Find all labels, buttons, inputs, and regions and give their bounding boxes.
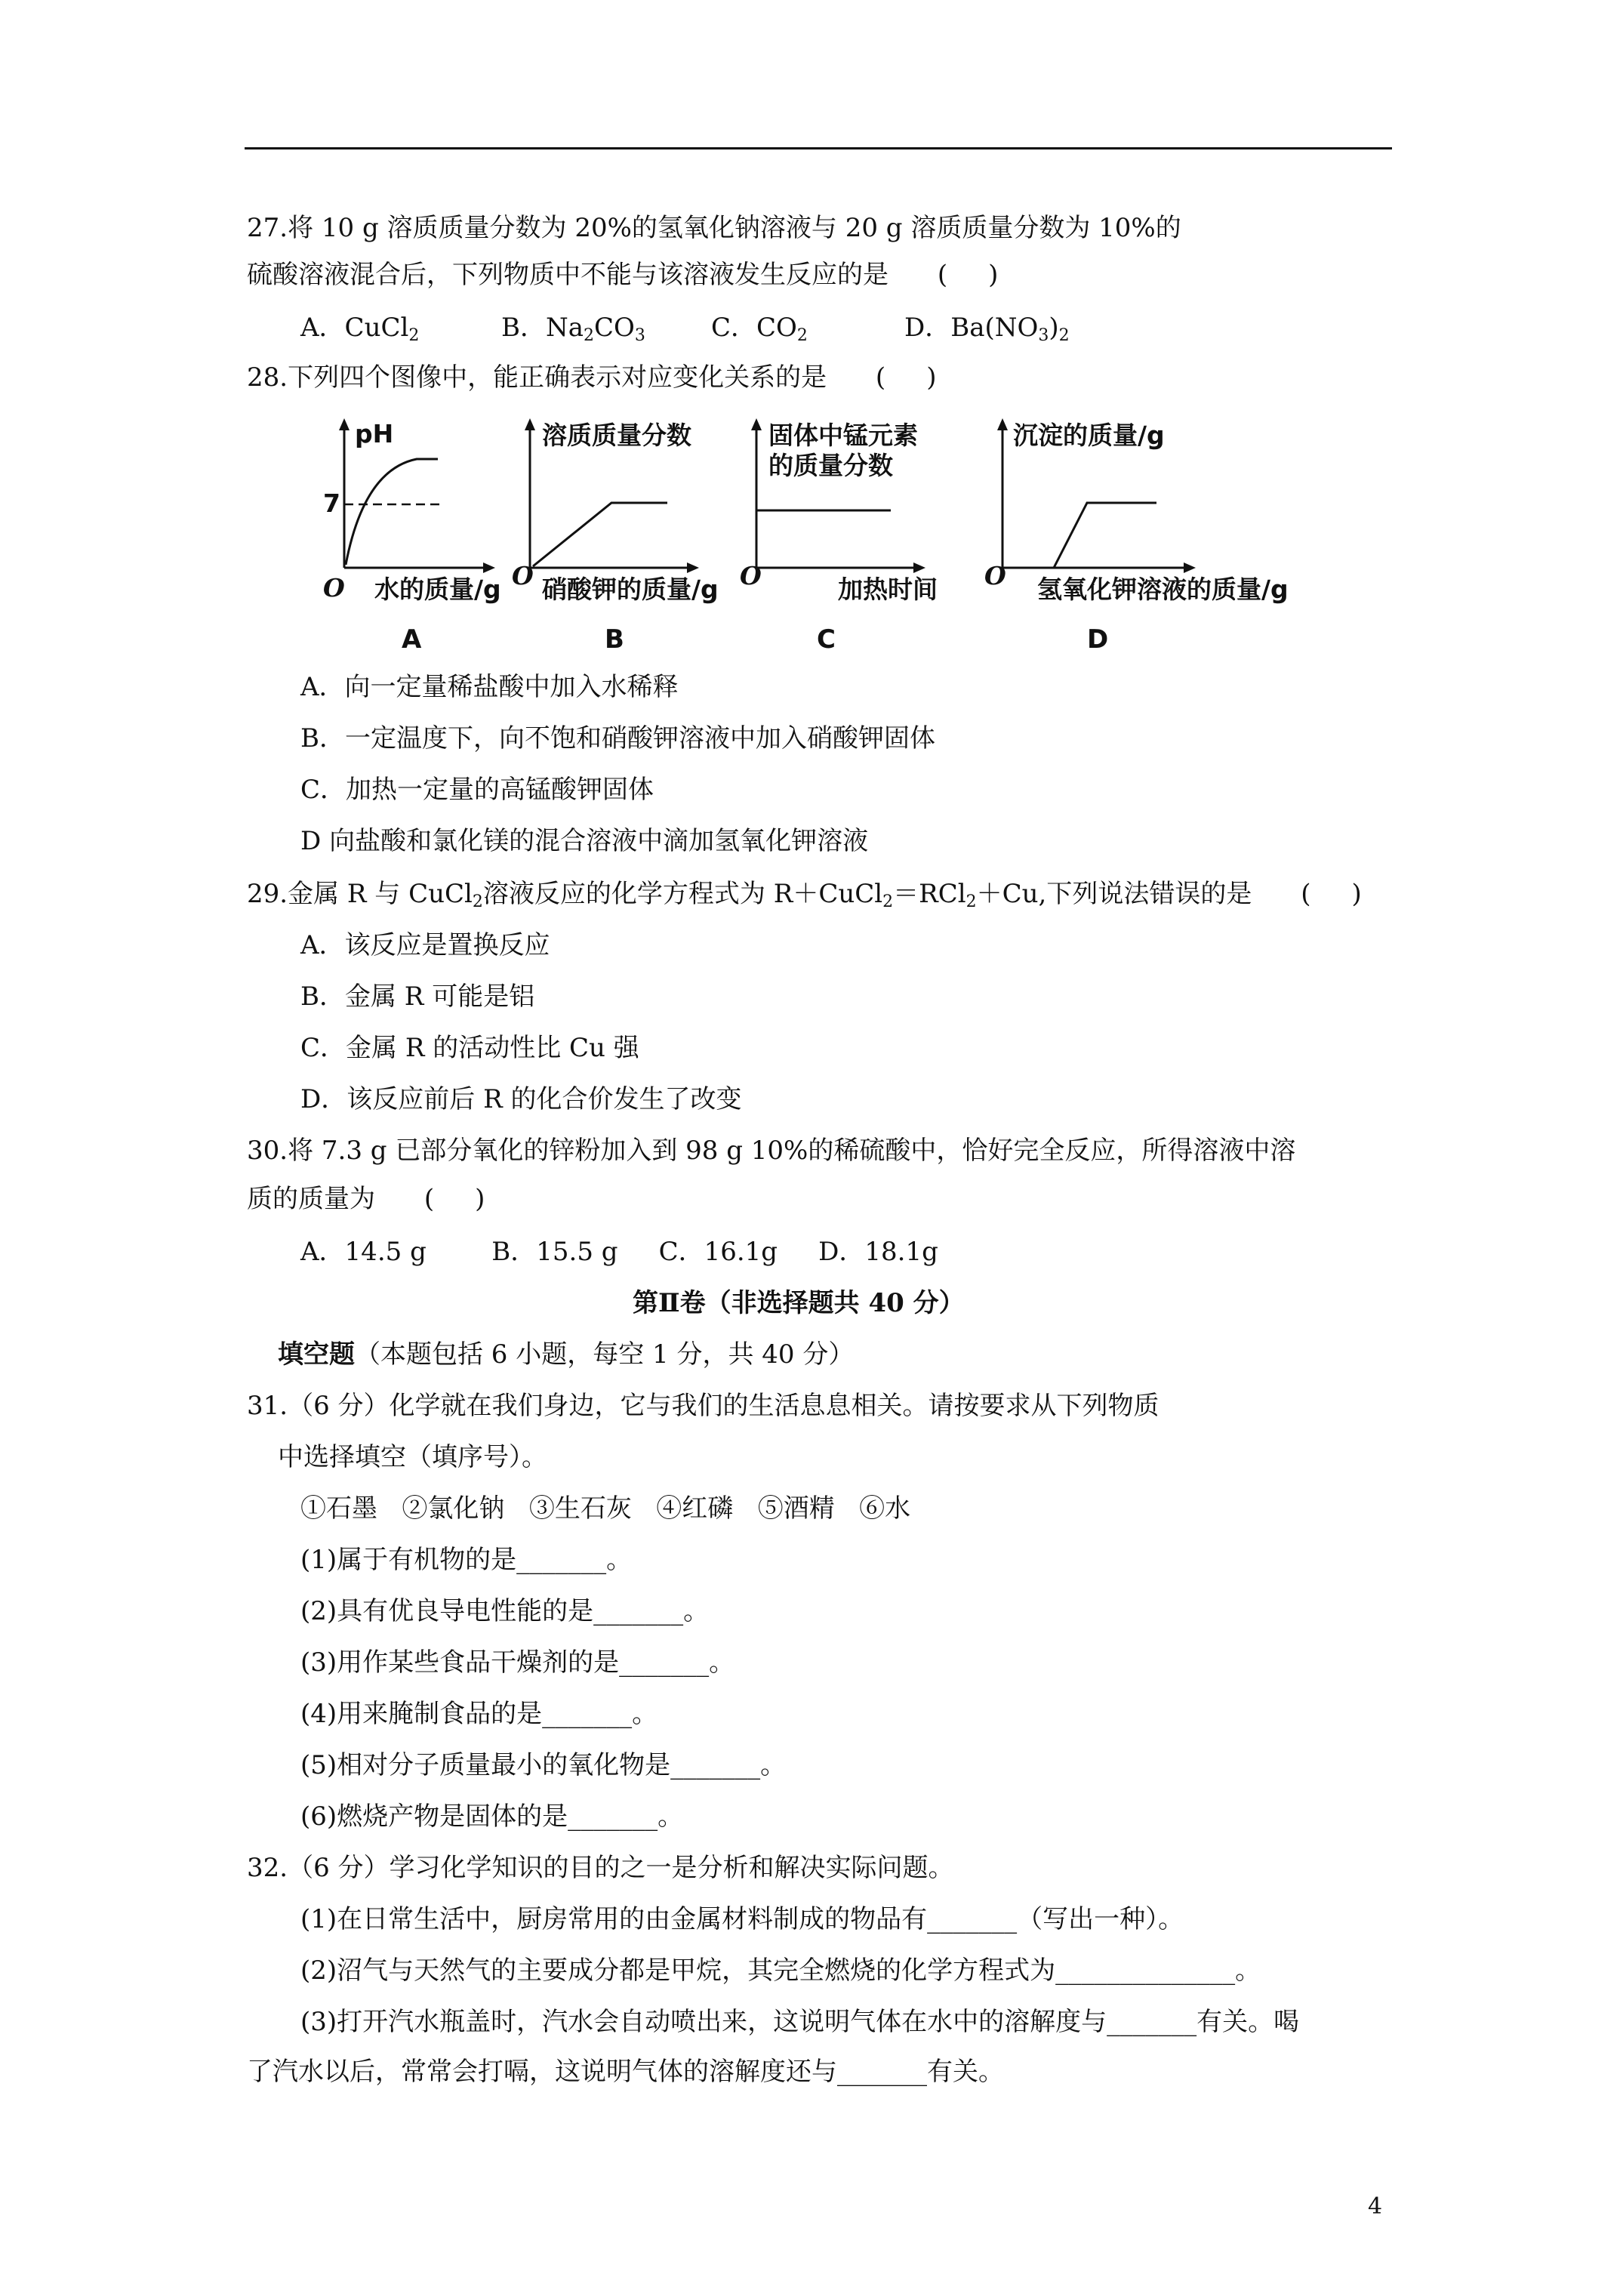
graph-a-y-arrow [339, 418, 350, 430]
q27-option-b: B．$Na_2CO_3$ [501, 313, 645, 345]
graph-d-origin: O [984, 561, 1006, 590]
q27-option-d: D．$Ba(NO_3)_2$ [904, 313, 1070, 345]
graph-c-ylabel-1: 固体中锰元素 [768, 421, 918, 450]
q32-item-2: (2)沼气与天然气的主要成分都是甲烷，其完全燃烧的化学方程式为______________。 [300, 1955, 1261, 1986]
q31-item-3: (3)用作某些食品干燥剂的是_______。 [300, 1647, 735, 1678]
q31-item-4: (4)用来腌制食品的是_______。 [300, 1699, 658, 1729]
graph-a-curve [346, 459, 438, 565]
q31-line1: 31.（6 分）化学就在我们身边，它与我们的生活息息相关。请按要求从下列物质 [247, 1391, 1160, 1421]
q31-item-2: (2)具有优良导电性能的是_______。 [300, 1596, 710, 1626]
q31-choices: ①石墨 ②氯化钠 ③生石灰 ④红磷 ⑤酒精 ⑥水 [300, 1493, 911, 1524]
q28-option-c: C．加热一定量的高锰酸钾固体 [300, 775, 654, 805]
page-number: 4 [1368, 2193, 1383, 2220]
graph-d-xlabel: 氢氧化钾溶液的质量/g [1037, 575, 1289, 604]
q28-option-a: A．向一定量稀盐酸中加入水稀释 [300, 672, 679, 702]
graph-b-origin: O [512, 561, 534, 590]
graph-b-y-arrow [525, 418, 535, 430]
q27-line2: 硫酸溶液混合后，下列物质中不能与该溶液发生反应的是 ( ) [247, 260, 999, 290]
q27-line1: 27.将 10 g 溶质质量分数为 20%的氢氧化钠溶液与 20 g 溶质质量分数为 10%的 [247, 213, 1181, 243]
graph-d-letter: D [1087, 624, 1109, 655]
q29-option-a: A．该反应是置换反应 [300, 930, 550, 960]
q32-line1: 32.（6 分）学习化学知识的目的之一是分析和解决实际问题。 [247, 1853, 954, 1883]
q29-option-b: B．金属 R 可能是铝 [300, 982, 535, 1012]
q30-line1: 30.将 7.3 g 已部分氧化的锌粉加入到 98 g 10%的稀硫酸中，恰好完全反应，所得溶液中溶 [247, 1136, 1296, 1166]
graph-b-letter: B [605, 624, 624, 655]
q31-item-1: (1)属于有机物的是_______。 [300, 1545, 633, 1575]
graph-c-xlabel: 加热时间 [838, 575, 938, 604]
graph-a-xlabel: 水的质量/g [374, 575, 501, 604]
q28-stem: 28.下列四个图像中，能正确表示对应变化关系的是 ( ) [247, 362, 937, 393]
graph-c-origin: O [740, 561, 762, 590]
q32-item-3b: 了汽水以后，常常会打嗝，这说明气体的溶解度还与_______有关。 [247, 2057, 1004, 2087]
q28-option-d: D 向盐酸和氯化镁的混合溶液中滴加氢氧化钾溶液 [300, 826, 869, 856]
q27-option-a: A．CuCl$_2$ [300, 313, 420, 345]
q31-item-5: (5)相对分子质量最小的氧化物是_______。 [300, 1750, 787, 1780]
graph-a [317, 417, 513, 658]
q30-options: A．14.5 g B．15.5 g C．16.1g D．18.1g [300, 1237, 938, 1267]
fill-in-heading: 填空题（本题包括 6 小题，每空 1 分，共 40 分） [278, 1339, 855, 1370]
graph-b [503, 417, 744, 658]
q31-line2: 中选择填空（填序号）。 [278, 1442, 547, 1472]
graph-d [975, 417, 1323, 658]
graph-c-y-arrow [751, 418, 762, 430]
graph-b-ylabel: 溶质质量分数 [542, 421, 691, 450]
q30-line2: 质的质量为 ( ) [247, 1184, 485, 1214]
graph-a-x-arrow [483, 562, 495, 573]
q28-option-b: B．一定温度下，向不饱和硝酸钾溶液中加入硝酸钾固体 [300, 723, 935, 754]
q29-stem: 29.金属 R 与 CuCl$_2$溶液反应的化学方程式为 R＋CuCl$_2$＝RCl$_2$＋Cu,下列说法错误的是 ( ) [247, 879, 1362, 911]
graph-b-xlabel: 硝酸钾的质量/g [542, 575, 719, 604]
q27-option-c: C．$CO_2$ [711, 313, 808, 345]
q32-item-3a: (3)打开汽水瓶盖时，汽水会自动喷出来，这说明气体在水中的溶解度与_______有关。喝 [300, 2007, 1300, 2037]
graph-a-origin: O [323, 573, 345, 603]
graph-a-letter: A [402, 624, 422, 655]
graph-d-y-arrow [997, 418, 1008, 430]
q29-option-d: D．该反应前后 R 的化合价发生了改变 [300, 1084, 742, 1114]
q29-option-c: C．金属 R 的活动性比 Cu 强 [300, 1033, 639, 1063]
graph-c [729, 417, 956, 658]
graph-c-letter: C [817, 624, 836, 655]
graph-a-ylabel: pH [355, 419, 394, 448]
graph-d-x-arrow [1184, 562, 1196, 573]
q31-item-6: (6)燃烧产物是固体的是_______。 [300, 1801, 684, 1832]
graph-b-line [533, 503, 667, 566]
section-2-title: 第Ⅱ卷（非选择题共 40 分） [633, 1288, 965, 1318]
header-rule [245, 147, 1392, 149]
graph-c-ylabel-2: 的质量分数 [768, 451, 893, 480]
graph-d-ylabel: 沉淀的质量/g [1013, 421, 1165, 450]
graph-a-tick-7: 7 [323, 488, 340, 518]
graph-b-x-arrow [687, 562, 699, 573]
graph-c-x-arrow [913, 562, 925, 573]
graph-d-line [1054, 503, 1156, 568]
q32-item-1: (1)在日常生活中，厨房常用的由金属材料制成的物品有_______（写出一种）。 [300, 1904, 1184, 1934]
